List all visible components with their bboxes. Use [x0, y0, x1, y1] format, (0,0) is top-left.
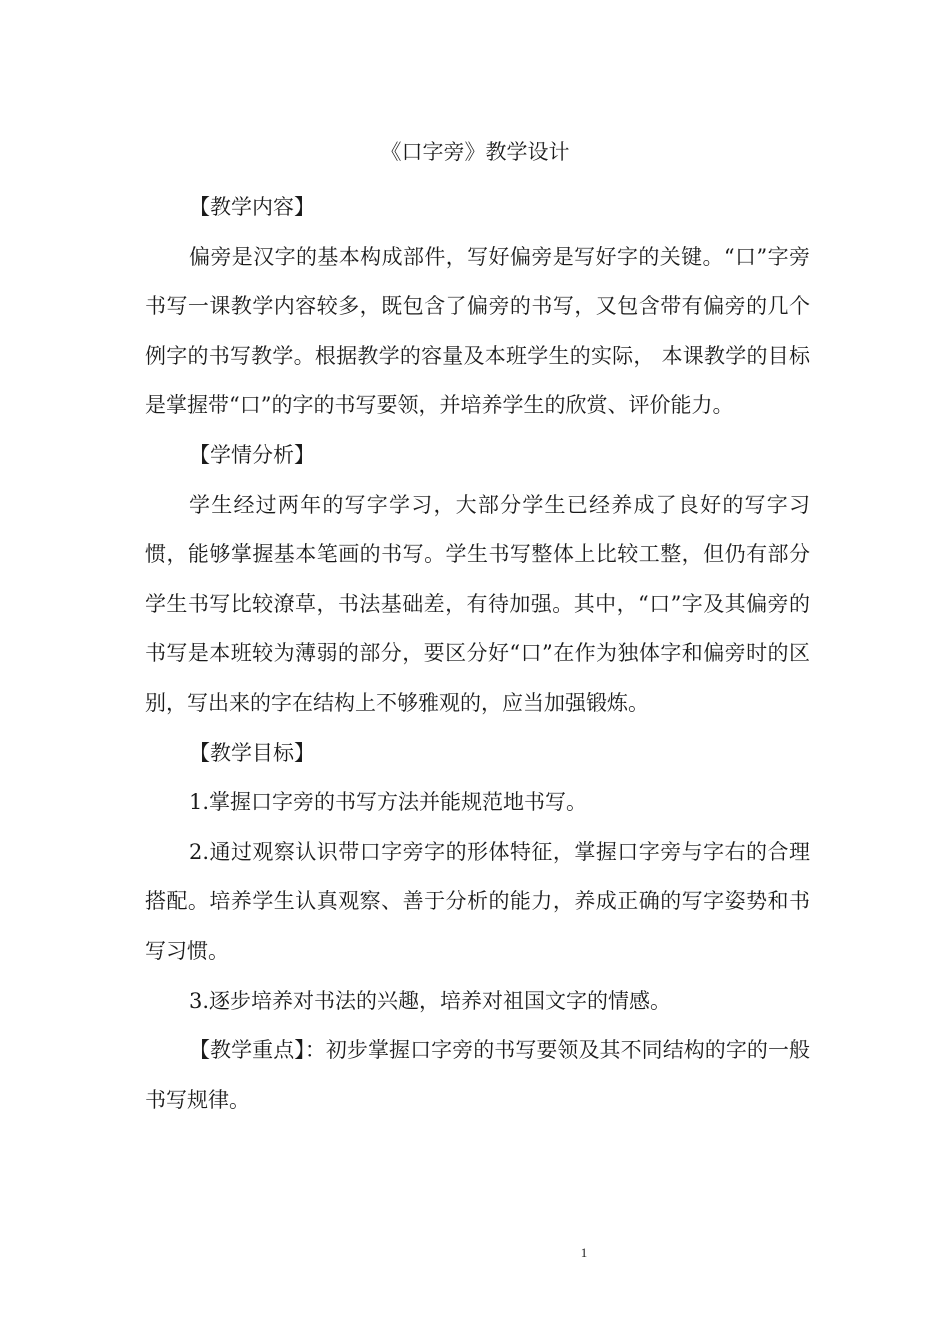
section-heading-analysis: 【学情分析】	[189, 442, 315, 467]
paragraph-analysis: 学生经过两年的写字学习，大部分学生已经养成了良好的写字习惯，能够掌握基本笔画的书写。学生书写整体上比较工整，但仍有部分学生书写比较潦草，书法基础差，有待加强。其中，“口”字及其偏旁的书写是本班较为薄弱的部分，要区分好“口”在作为独体字和偏旁时的区别，写出来的字在结构上不够雅观的，应当加强锻炼。	[145, 492, 810, 715]
goal-item-1: 1.掌握口字旁的书写方法并能规范地书写。	[189, 790, 588, 815]
goal-item-2: 2.通过观察认识带口字旁字的形体特征，掌握口字旁与字右的合理搭配。培养学生认真观察、善于分析的能力，养成正确的写字姿势和书写习惯。	[145, 839, 810, 963]
section-heading-goals: 【教学目标】	[189, 740, 315, 765]
section-heading-key-points: 【教学重点】	[189, 1038, 305, 1063]
key-point-text: ：初步掌握口字旁的书写要领及其不同结构的字的一般书写规律。	[145, 1038, 811, 1112]
page-number: 1	[580, 1245, 588, 1260]
document-body	[145, 183, 810, 1125]
goal-item-3: 3.逐步培养对书法的兴趣，培养对祖国文字的情感。	[189, 988, 672, 1013]
section-heading-content: 【教学内容】	[189, 195, 315, 219]
key-point-paragraph	[145, 1026, 810, 1125]
paragraph-content-intro: 偏旁是汉字的基本构成部件，写好偏旁是写好字的关键。“口”字旁书写一课教学内容较多，既包含了偏旁的书写，又包含带有偏旁的几个例字的书写教学。根据教学的容量及本班学生的实际， 本课教学的目标是掌握带“口”的字的书写要领，并培养学生的欣赏、评价能力。	[145, 244, 810, 418]
document-title: 《口字旁》教学设计	[380, 140, 570, 164]
